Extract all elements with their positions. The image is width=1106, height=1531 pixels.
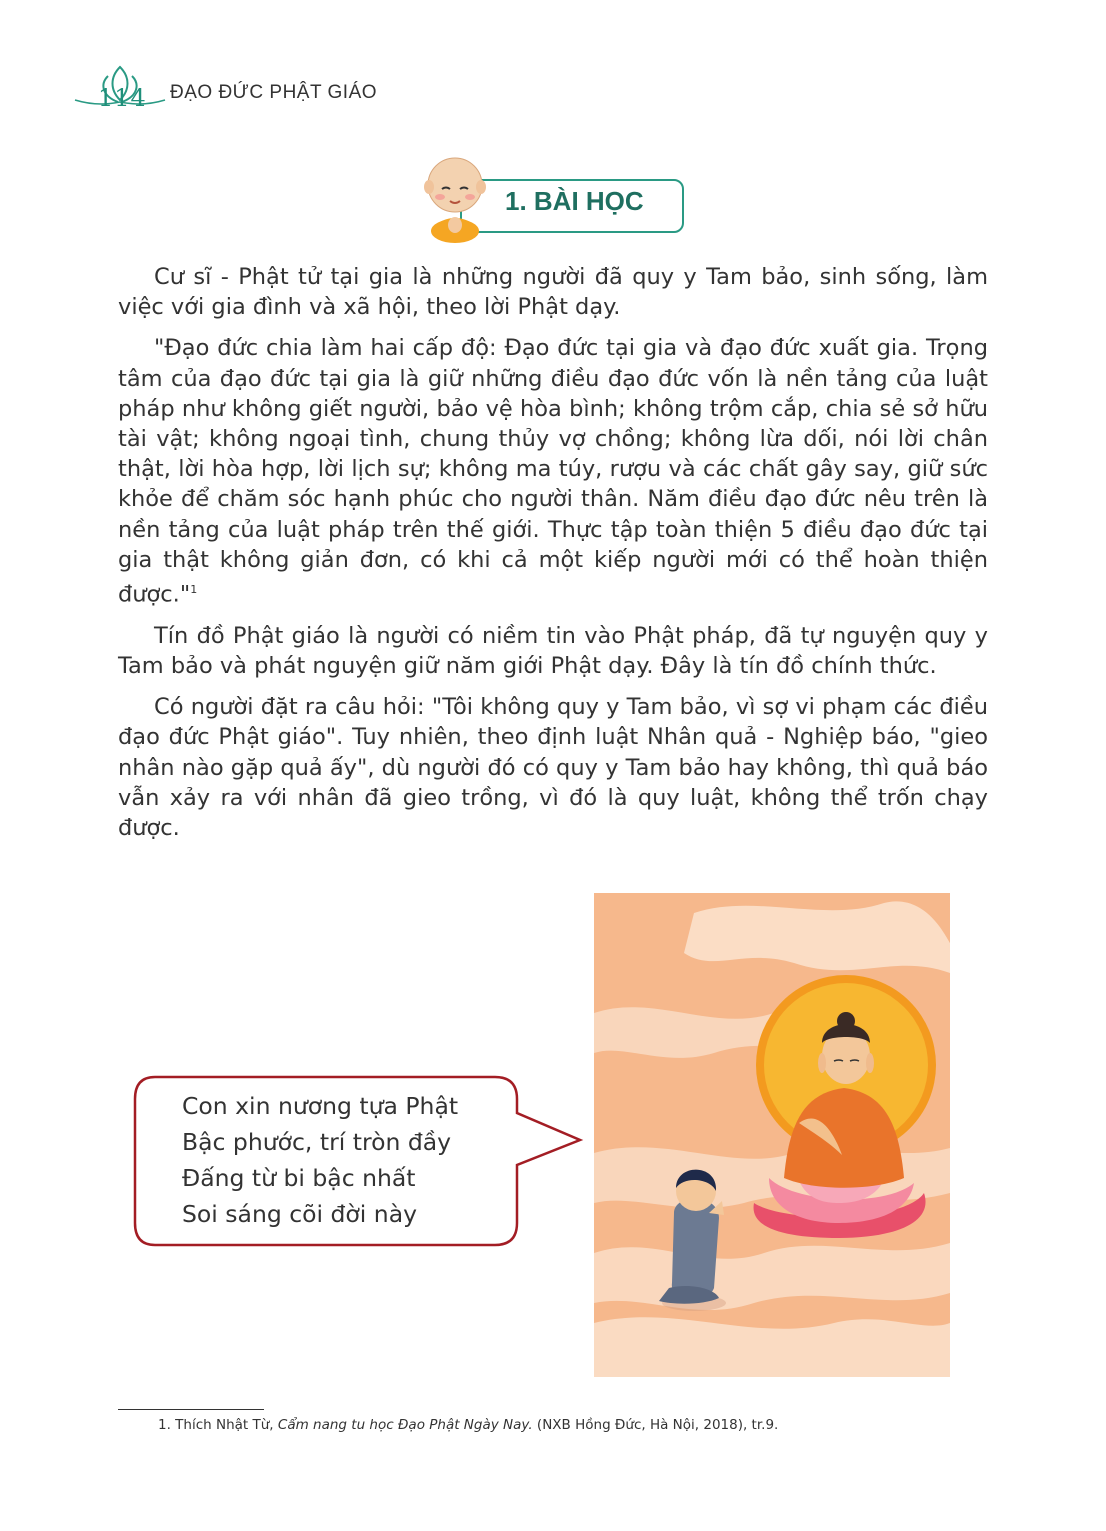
verse-line: Soi sáng cõi đời này bbox=[182, 1200, 418, 1228]
lesson-body bbox=[118, 262, 988, 854]
quote-text: "Đạo đức chia làm hai cấp độ: Đạo đức tại gia và đạo đức xuất gia. Trọng tâm của đạo đức tại gia là giữ những điều đạo đức vốn là nền tảng của luật pháp như không giết người, bảo vệ hòa bình; không trộm cắp, chia sẻ sở hữu tài vật; không ngoại tình, chung thủy vợ chồng; không lừa dối, nói lời chân thật, lời hòa hợp, lời lịch sự; không ma túy, rượu và các chất gây say, giữ sức khỏe để chăm sóc hạnh phúc cho người thân. Năm điều đạo đức nêu trên là nền tảng của luật pháp trên thế giới. Thực tập toàn thiện 5 điều đạo đức tại gia thật không giản đơn, có khi cả một kiếp người mới có thể hoàn thiện được." bbox=[118, 335, 988, 608]
page-header bbox=[70, 62, 470, 122]
footnote-marker: 1 bbox=[190, 583, 198, 597]
verse-line: Con xin nương tựa Phật bbox=[182, 1092, 459, 1120]
footnote bbox=[158, 1417, 778, 1433]
paragraph-4: Có người đặt ra câu hỏi: "Tôi không quy y Tam bảo, vì sợ vi phạm các điều đạo đức Phật giáo". Tuy nhiên, theo định luật Nhân quả - Nghiệp báo, "gieo nhân nào gặp quả ấy", dù người đó có quy y Tam bảo hay không, thì quả báo vẫn xảy ra với nhân đã gieo trồng, vì đó là quy luật, không thể trốn chạy được. bbox=[118, 694, 988, 841]
footnote-divider bbox=[118, 1409, 264, 1410]
verse-line: Đấng từ bi bậc nhất bbox=[182, 1164, 416, 1192]
monk-mascot-icon bbox=[420, 153, 490, 245]
running-title: ĐẠO ĐỨC PHẬT GIÁO bbox=[170, 82, 378, 103]
footnote-prefix: 1. Thích Nhật Từ, bbox=[158, 1417, 278, 1433]
paragraph-2 bbox=[118, 333, 988, 609]
footnote-suffix: (NXB Hồng Đức, Hà Nội, 2018), tr.9. bbox=[532, 1417, 779, 1433]
paragraph-1: Cư sĩ - Phật tử tại gia là những người đã quy y Tam bảo, sinh sống, làm việc với gia đình và xã hội, theo lời Phật dạy. bbox=[118, 264, 988, 321]
section-heading bbox=[420, 153, 690, 245]
verse-line: Bậc phước, trí tròn đầy bbox=[182, 1128, 452, 1156]
footnote-book-title: Cẩm nang tu học Đạo Phật Ngày Nay. bbox=[277, 1417, 533, 1433]
buddha-illustration bbox=[594, 893, 950, 1377]
section-title: 1. BÀI HỌC bbox=[505, 186, 644, 216]
verse bbox=[182, 1088, 458, 1232]
page-number: 114 bbox=[98, 84, 147, 112]
paragraph-3: Tín đồ Phật giáo là người có niềm tin vào Phật pháp, đã tự nguyện quy y Tam bảo và phát nguyện giữ năm giới Phật dạy. Đây là tín đồ chính thức. bbox=[118, 622, 988, 679]
